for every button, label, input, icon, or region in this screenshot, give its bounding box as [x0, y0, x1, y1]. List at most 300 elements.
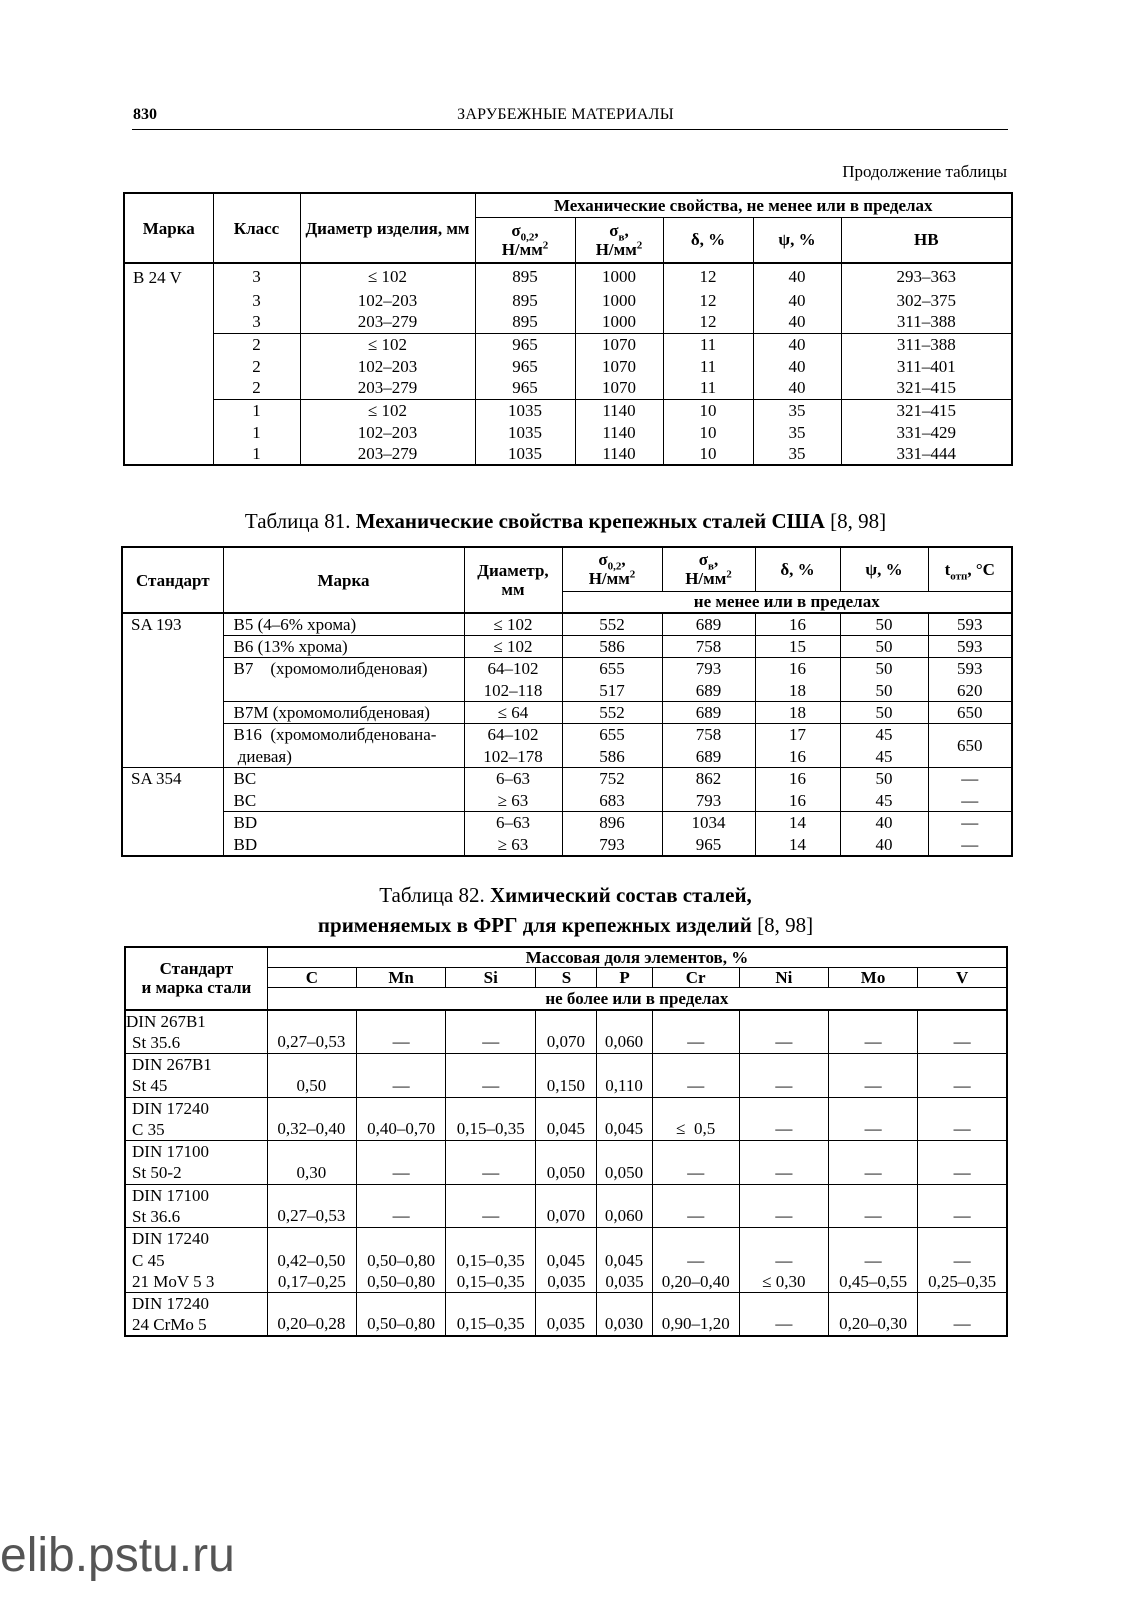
table-cell: 10: [663, 399, 753, 421]
table-cell: 593: [928, 658, 1012, 680]
table-cell: 102–203: [300, 289, 475, 311]
grade-cell: BD: [223, 812, 464, 834]
table-row: [125, 1097, 1007, 1119]
col-grade: Марка: [223, 547, 464, 613]
table-cell: 0,20–0,28: [267, 1293, 356, 1337]
standard-cell: DIN 267B1: [125, 1054, 267, 1076]
table-cell: 35: [753, 443, 841, 465]
table-cell: 0,20–0,30: [828, 1293, 917, 1337]
table-cell: —: [356, 1184, 445, 1228]
table-cell: 102–118: [464, 680, 562, 702]
table-cell: 17: [755, 724, 840, 746]
table-cell: ≥ 63: [464, 790, 562, 812]
table-cell: 965: [475, 333, 575, 355]
table-cell: —: [828, 1141, 917, 1185]
grade-cell: [223, 680, 464, 702]
standard-cell: DIN 17240: [125, 1097, 267, 1119]
table-cell: 0,15–0,35: [446, 1228, 536, 1272]
col-element-mn: Mn: [356, 968, 445, 988]
table-cell: 0,90–1,20: [652, 1293, 739, 1337]
table-cell: 321–415: [841, 377, 1012, 399]
table-row: [125, 1228, 1007, 1250]
table-cell: 793: [662, 790, 755, 812]
col-sigmab: $\sigma_в$, $Н/мм^2$: [662, 547, 755, 591]
table-cell: 0,060: [597, 1184, 652, 1228]
table-cell: 552: [562, 613, 662, 636]
table-cell: 683: [562, 790, 662, 812]
col-standard: Стандарт: [122, 547, 223, 613]
table-cell: 64–102: [464, 724, 562, 746]
table-cell: —: [739, 1054, 828, 1098]
table-cell: 689: [662, 613, 755, 636]
table-cell: ≤ 102: [464, 636, 562, 658]
table-row: [124, 333, 1012, 355]
table-row: [125, 1054, 1007, 1076]
table-cell: 758: [662, 636, 755, 658]
table-cell: 895: [475, 311, 575, 333]
standard-cell: SA 354: [122, 768, 223, 856]
table-cell: 1070: [575, 377, 663, 399]
table-81-body: [122, 613, 1012, 856]
table-cell: 895: [475, 289, 575, 311]
table-cell: —: [739, 1010, 828, 1054]
grade-cell: 24 CrMo 5: [125, 1314, 267, 1336]
table-cell: —: [828, 1010, 917, 1054]
table-cell: 895: [475, 263, 575, 289]
table-cell: 15: [755, 636, 840, 658]
table-cell: —: [739, 1228, 828, 1272]
table-82-caption: Таблица 82. Химический состав сталей, применяемых в ФРГ для крепежных изделий [8, 98]: [317, 883, 814, 937]
table-cell: 965: [662, 834, 755, 856]
grade-cell: B 24 V: [124, 263, 213, 465]
table-cell: —: [928, 790, 1012, 812]
table-cell: —: [828, 1228, 917, 1272]
table-cell: 517: [562, 680, 662, 702]
table-cell: 11: [663, 333, 753, 355]
table-cell: 0,27–0,53: [267, 1010, 356, 1054]
grade-cell: C 45: [125, 1249, 267, 1271]
table-cell: 102–203: [300, 355, 475, 377]
col-element-v: V: [918, 968, 1007, 988]
table-cell: 0,32–0,40: [267, 1097, 356, 1141]
table-row: [124, 399, 1012, 421]
table-cell: —: [446, 1054, 536, 1098]
table-cell: —: [446, 1010, 536, 1054]
table-cell: 12: [663, 289, 753, 311]
table-cell: 203–279: [300, 377, 475, 399]
table-cell: 620: [928, 680, 1012, 702]
table-cell: 0,15–0,35: [446, 1097, 536, 1141]
table-cell: —: [739, 1141, 828, 1185]
col-grade: Марка: [124, 193, 213, 263]
table-row: [122, 768, 1012, 790]
table-cell: —: [918, 1184, 1007, 1228]
table-cell: 862: [662, 768, 755, 790]
grade-cell: BC: [223, 790, 464, 812]
table-cell: —: [356, 1054, 445, 1098]
table-row: [122, 658, 1012, 680]
continuation-table-body: [124, 263, 1012, 465]
table-cell: ≤ 102: [464, 613, 562, 636]
table-cell: 0,035: [597, 1271, 652, 1293]
table-cell: ≤ 0,5: [652, 1097, 739, 1141]
table-cell: 50: [840, 613, 928, 636]
table-row: [124, 377, 1012, 399]
table-cell: 16: [755, 658, 840, 680]
table-cell: —: [828, 1054, 917, 1098]
standard-cell: DIN 17240: [125, 1293, 267, 1315]
table-row: [122, 636, 1012, 658]
table-row: [124, 443, 1012, 465]
table-cell: 0,045: [597, 1228, 652, 1272]
table-cell: 40: [840, 834, 928, 856]
continuation-note: Продолжение таблицы: [842, 162, 1007, 181]
standard-cell: DIN 17100: [125, 1141, 267, 1163]
table-cell: 321–415: [841, 399, 1012, 421]
table-cell: 0,27–0,53: [267, 1184, 356, 1228]
table-row: [124, 311, 1012, 333]
table-cell: 16: [755, 613, 840, 636]
col-psi: ψ, %: [753, 217, 841, 263]
table-cell: 650: [928, 724, 1012, 768]
table-cell: 0,070: [536, 1010, 597, 1054]
col-element-s: S: [536, 968, 597, 988]
table-cell: 50: [840, 658, 928, 680]
table-cell: —: [928, 768, 1012, 790]
col-psi: ψ, %: [840, 547, 928, 591]
table-cell: —: [918, 1097, 1007, 1141]
table-cell: —: [918, 1228, 1007, 1272]
table-cell: 0,42–0,50: [267, 1228, 356, 1272]
table-cell: 0,50–0,80: [356, 1271, 445, 1293]
table-row: [124, 355, 1012, 377]
table-cell: —: [828, 1097, 917, 1141]
table-cell: 331–429: [841, 421, 1012, 443]
col-group-limits: не менее или в пределах: [562, 591, 1012, 613]
col-diameter: Диаметр изделия, мм: [300, 193, 475, 263]
col-group-mechanical: Механические свойства, не менее или в пределах: [475, 193, 1012, 217]
table-cell: ≤ 64: [464, 702, 562, 724]
table-cell: 6–63: [464, 768, 562, 790]
table-cell: 311–401: [841, 355, 1012, 377]
table-cell: —: [356, 1010, 445, 1054]
standard-cell: SA 193: [122, 613, 223, 768]
continuation-table: [123, 192, 1013, 466]
table-cell: 18: [755, 680, 840, 702]
table-cell: 0,150: [536, 1054, 597, 1098]
table-cell: —: [739, 1184, 828, 1228]
table-cell: —: [918, 1293, 1007, 1337]
table-cell: 0,50–0,80: [356, 1228, 445, 1272]
table-cell: —: [652, 1228, 739, 1272]
table-cell: —: [446, 1184, 536, 1228]
table-cell: 35: [753, 421, 841, 443]
table-cell: 0,45–0,55: [828, 1271, 917, 1293]
col-element-p: P: [597, 968, 652, 988]
table-cell: 16: [755, 790, 840, 812]
table-cell: 1140: [575, 421, 663, 443]
table-cell: 1000: [575, 289, 663, 311]
table-82: [124, 946, 1008, 1337]
table-cell: 50: [840, 702, 928, 724]
table-cell: 102–203: [300, 421, 475, 443]
table-cell: 758: [662, 724, 755, 746]
table-cell: 102–178: [464, 746, 562, 768]
table-cell: 12: [663, 263, 753, 289]
table-cell: 0,045: [597, 1097, 652, 1141]
col-element-mo: Mo: [828, 968, 917, 988]
table-cell: 35: [753, 399, 841, 421]
table-cell: 1035: [475, 421, 575, 443]
table-cell: 1: [213, 443, 300, 465]
table-cell: 0,035: [536, 1293, 597, 1337]
table-cell: ≤ 102: [300, 333, 475, 355]
table-cell: 655: [562, 658, 662, 680]
table-cell: 0,15–0,35: [446, 1293, 536, 1337]
col-group-mass-fraction: Массовая доля элементов, %: [267, 947, 1007, 968]
table-cell: 40: [753, 289, 841, 311]
running-title: ЗАРУБЕЖНЫЕ МАТЕРИАЛЫ: [457, 106, 674, 123]
table-cell: ≥ 63: [464, 834, 562, 856]
table-cell: 40: [753, 333, 841, 355]
col-hb: НВ: [841, 217, 1012, 263]
table-row: [124, 289, 1012, 311]
table-cell: 1035: [475, 443, 575, 465]
table-cell: 0,30: [267, 1141, 356, 1185]
table-cell: 0,50: [267, 1054, 356, 1098]
table-81: [121, 546, 1013, 857]
table-cell: 1140: [575, 399, 663, 421]
table-row: [122, 746, 1012, 768]
grade-cell: B6 (13% хрома): [223, 636, 464, 658]
col-delta: δ, %: [663, 217, 753, 263]
table-cell: 752: [562, 768, 662, 790]
table-cell: 311–388: [841, 333, 1012, 355]
table-cell: 11: [663, 377, 753, 399]
table-cell: —: [446, 1141, 536, 1185]
table-cell: 793: [662, 658, 755, 680]
table-row: [122, 834, 1012, 856]
table-cell: ≤ 102: [300, 399, 475, 421]
table-row: [125, 1293, 1007, 1315]
table-cell: 40: [753, 311, 841, 333]
table-cell: 45: [840, 746, 928, 768]
table-cell: 0,050: [597, 1141, 652, 1185]
table-cell: 0,50–0,80: [356, 1293, 445, 1337]
table-cell: —: [739, 1097, 828, 1141]
table-cell: 3: [213, 289, 300, 311]
table-cell: 1140: [575, 443, 663, 465]
table-82-body: [125, 1010, 1007, 1337]
col-element-cr: Cr: [652, 968, 739, 988]
col-temper-temp: $t_{отп}$, °С: [928, 547, 1012, 591]
table-cell: —: [828, 1184, 917, 1228]
header-rule: [132, 129, 1008, 130]
table-cell: 40: [753, 377, 841, 399]
col-diameter: Диаметр, мм: [464, 547, 562, 613]
grade-cell: St 45: [125, 1075, 267, 1097]
table-cell: 586: [562, 746, 662, 768]
table-cell: 1000: [575, 311, 663, 333]
table-row: [124, 421, 1012, 443]
table-cell: 0,060: [597, 1010, 652, 1054]
table-cell: 965: [475, 355, 575, 377]
grade-cell: St 50-2: [125, 1162, 267, 1184]
table-cell: —: [918, 1010, 1007, 1054]
col-element-c: C: [267, 968, 356, 988]
col-element-si: Si: [446, 968, 536, 988]
table-row: [125, 1010, 1007, 1032]
table-cell: 50: [840, 768, 928, 790]
page-number: 830: [133, 106, 157, 123]
table-cell: 40: [753, 263, 841, 289]
table-cell: 50: [840, 680, 928, 702]
table-cell: 2: [213, 377, 300, 399]
grade-cell: C 35: [125, 1119, 267, 1141]
table-cell: 6–63: [464, 812, 562, 834]
grade-cell: диевая): [223, 746, 464, 768]
table-cell: 293–363: [841, 263, 1012, 289]
table-cell: 689: [662, 746, 755, 768]
table-cell: 1034: [662, 812, 755, 834]
table-cell: 0,40–0,70: [356, 1097, 445, 1141]
table-cell: 11: [663, 355, 753, 377]
grade-cell: B16 (хромомолибденована-: [223, 724, 464, 746]
table-cell: 16: [755, 746, 840, 768]
table-cell: 10: [663, 443, 753, 465]
table-cell: 965: [475, 377, 575, 399]
table-row: [122, 680, 1012, 702]
grade-cell: St 35.6: [125, 1032, 267, 1054]
col-subgroup-limits: не более или в пределах: [267, 988, 1007, 1010]
col-sigma02: $\sigma_{0,2}$, $Н/мм^2$: [562, 547, 662, 591]
grade-cell: B7 (хромомолибденовая): [223, 658, 464, 680]
table-cell: 10: [663, 421, 753, 443]
watermark: elib.pstu.ru: [0, 1529, 235, 1582]
table-cell: 0,035: [536, 1271, 597, 1293]
table-cell: —: [928, 812, 1012, 834]
standard-cell: DIN 17240: [125, 1228, 267, 1250]
table-cell: 3: [213, 263, 300, 289]
col-standard-grade: Стандарт и марка стали: [125, 947, 267, 1010]
table-cell: 552: [562, 702, 662, 724]
table-cell: 793: [562, 834, 662, 856]
table-cell: 14: [755, 812, 840, 834]
table-cell: 0,25–0,35: [918, 1271, 1007, 1293]
grade-cell: B7M (хромомолибденовая): [223, 702, 464, 724]
grade-cell: 21 MoV 5 3: [125, 1271, 267, 1293]
table-cell: 302–375: [841, 289, 1012, 311]
table-cell: ≤ 102: [300, 263, 475, 289]
table-cell: —: [918, 1054, 1007, 1098]
table-cell: 50: [840, 636, 928, 658]
table-cell: 311–388: [841, 311, 1012, 333]
col-sigma02: $\sigma_{0,2}$, $Н/мм^2$: [475, 217, 575, 263]
table-row: [125, 1271, 1007, 1293]
table-cell: 1070: [575, 333, 663, 355]
table-cell: —: [928, 834, 1012, 856]
table-cell: 0,045: [536, 1228, 597, 1272]
table-cell: 1: [213, 421, 300, 443]
col-class: Класс: [213, 193, 300, 263]
table-cell: 40: [840, 812, 928, 834]
table-cell: 0,030: [597, 1293, 652, 1337]
table-cell: 0,17–0,25: [267, 1271, 356, 1293]
table-cell: 655: [562, 724, 662, 746]
grade-cell: B5 (4–6% хрома): [223, 613, 464, 636]
table-cell: 0,20–0,40: [652, 1271, 739, 1293]
table-cell: 0,070: [536, 1184, 597, 1228]
table-cell: 0,050: [536, 1141, 597, 1185]
table-cell: 593: [928, 613, 1012, 636]
table-cell: 2: [213, 355, 300, 377]
grade-cell: BD: [223, 834, 464, 856]
table-row: [122, 790, 1012, 812]
table-cell: 45: [840, 724, 928, 746]
table-row: [122, 812, 1012, 834]
table-cell: —: [652, 1184, 739, 1228]
grade-cell: St 36.6: [125, 1206, 267, 1228]
table-cell: 18: [755, 702, 840, 724]
standard-cell: DIN 267B1: [125, 1010, 267, 1032]
table-cell: —: [652, 1010, 739, 1054]
table-cell: 64–102: [464, 658, 562, 680]
col-delta: δ, %: [755, 547, 840, 591]
table-cell: —: [739, 1293, 828, 1337]
standard-cell: DIN 17100: [125, 1184, 267, 1206]
table-cell: 896: [562, 812, 662, 834]
table-cell: 1035: [475, 399, 575, 421]
table-cell: —: [652, 1141, 739, 1185]
table-row: [125, 1184, 1007, 1206]
col-sigmab: $\sigma_в$, $Н/мм^2$: [575, 217, 663, 263]
table-cell: —: [918, 1141, 1007, 1185]
table-cell: 0,045: [536, 1097, 597, 1141]
table-cell: 1: [213, 399, 300, 421]
table-cell: 12: [663, 311, 753, 333]
table-row: [122, 724, 1012, 746]
table-cell: 0,15–0,35: [446, 1271, 536, 1293]
table-cell: 331–444: [841, 443, 1012, 465]
table-cell: 203–279: [300, 311, 475, 333]
table-row: [125, 1141, 1007, 1163]
table-cell: 650: [928, 702, 1012, 724]
table-cell: 45: [840, 790, 928, 812]
col-element-ni: Ni: [739, 968, 828, 988]
table-cell: ≤ 0,30: [739, 1271, 828, 1293]
table-cell: —: [356, 1141, 445, 1185]
table-cell: 593: [928, 636, 1012, 658]
table-cell: 14: [755, 834, 840, 856]
table-cell: 689: [662, 680, 755, 702]
table-cell: —: [652, 1054, 739, 1098]
table-cell: 586: [562, 636, 662, 658]
table-row: [122, 702, 1012, 724]
grade-cell: BC: [223, 768, 464, 790]
table-row: [122, 613, 1012, 636]
table-81-caption: Таблица 81. Механические свойства крепежных сталей США [8, 98]: [244, 509, 887, 533]
table-cell: 689: [662, 702, 755, 724]
table-cell: 1070: [575, 355, 663, 377]
table-cell: 40: [753, 355, 841, 377]
table-cell: 2: [213, 333, 300, 355]
table-cell: 3: [213, 311, 300, 333]
table-row: [124, 263, 1012, 289]
table-cell: 1000: [575, 263, 663, 289]
table-cell: 0,110: [597, 1054, 652, 1098]
table-cell: 203–279: [300, 443, 475, 465]
table-cell: 16: [755, 768, 840, 790]
